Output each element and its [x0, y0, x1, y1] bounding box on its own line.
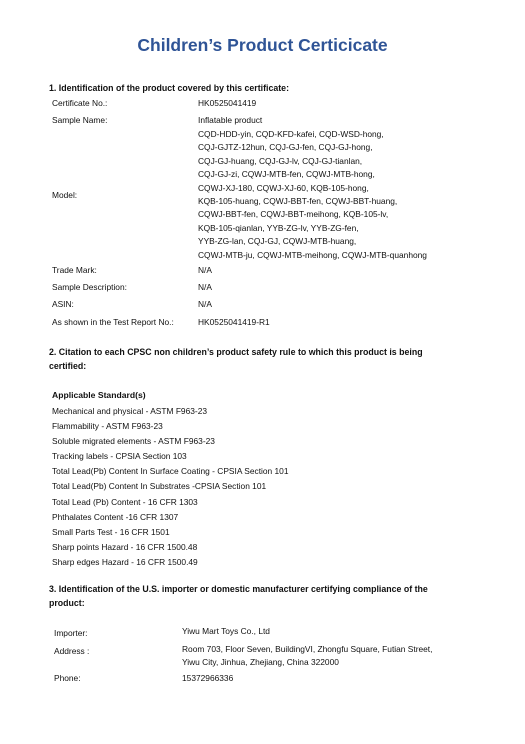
address-label: Address : [54, 646, 90, 656]
standard-item: Phthalates Content -16 CFR 1307 [52, 511, 179, 522]
test-report-label: As shown in the Test Report No.: [52, 317, 174, 327]
sample-name-value: Inflatable product [198, 115, 263, 125]
model-line: CQWJ-XJ-180, CQWJ-XJ-60, KQB-105-hong, [198, 182, 369, 193]
address-line-2: Yiwu City, Jinhua, Zhejiang, China 322000 [182, 657, 339, 667]
phone-value: 15372966336 [182, 673, 234, 683]
standard-item: Total Lead(Pb) Content In Substrates -CPSIA Section 101 [52, 481, 267, 492]
asin-value: N/A [198, 299, 212, 309]
importer-label: Importer: [54, 628, 88, 638]
certificate-value: HK0525041419 [198, 98, 257, 108]
section-1-heading: 1. Identification of the product covered by this certificate: [49, 83, 289, 93]
phone-label: Phone: [54, 673, 81, 683]
standard-item: Soluble migrated elements - ASTM F963-23 [52, 436, 215, 447]
standard-item: Flammability - ASTM F963-23 [52, 421, 163, 432]
model-label: Model: [52, 190, 78, 200]
address-line-1: Room 703, Floor Seven, BuildingVI, Zhongfu Square, Futian Street, [182, 644, 433, 654]
model-line: CQJ-GJTZ-12hun, CQJ-GJ-fen, CQJ-GJ-hong, [198, 142, 373, 153]
section-3-heading-line1: 3. Identification of the U.S. importer or domestic manufacturer certifying compliance of the [49, 584, 428, 594]
model-line: YYB-ZG-lan, CQJ-GJ, CQWJ-MTB-huang, [198, 236, 357, 247]
standard-item: Sharp points Hazard - 16 CFR 1500.48 [52, 541, 198, 552]
trademark-label: Trade Mark: [52, 265, 97, 275]
model-line: CQWJ-BBT-fen, CQWJ-BBT-meihong, KQB-105-lv, [198, 209, 389, 220]
standard-item: Small Parts Test - 16 CFR 1501 [52, 526, 170, 537]
standard-item: Total Lead (Pb) Content - 16 CFR 1303 [52, 496, 198, 507]
model-line: CQD-HDD-yin, CQD-KFD-kafei, CQD-WSD-hong, [198, 129, 384, 139]
model-line: KQB-105-huang, CQWJ-BBT-fen, CQWJ-BBT-huang, [198, 196, 398, 207]
sample-description-label: Sample Description: [52, 282, 127, 292]
section-3-heading-line2: product: [49, 598, 85, 608]
model-line: CQJ-GJ-huang, CQJ-GJ-lv, CQJ-GJ-tianlan, [198, 155, 363, 166]
standard-item: Sharp edges Hazard - 16 CFR 1500.49 [52, 556, 198, 567]
standards-list [52, 404, 289, 570]
model-line: CQJ-GJ-zi, CQWJ-MTB-fen, CQWJ-MTB-hong, [198, 169, 375, 180]
asin-label: ASIN: [52, 299, 74, 309]
sample-name-label: Sample Name: [52, 115, 108, 125]
model-list [198, 128, 427, 262]
section-2-heading-line1: 2. Citation to each CPSC non children’s product safety rule to which this product is being [49, 347, 423, 357]
certificate-label: Certificate No.: [52, 98, 108, 108]
section-2-heading-line2: certified: [49, 361, 87, 371]
standard-item: Total Lead(Pb) Content In Surface Coating - CPSIA Section 101 [52, 466, 289, 477]
model-line: CQWJ-MTB-ju, CQWJ-MTB-meihong, CQWJ-MTB-quanhong [198, 249, 427, 260]
document-title: Children’s Product Certicicate [137, 35, 388, 55]
test-report-value: HK0525041419-R1 [198, 317, 270, 327]
standard-item: Tracking labels - CPSIA Section 103 [52, 451, 187, 462]
standard-item: Mechanical and physical - ASTM F963-23 [52, 406, 208, 416]
sample-description-value: N/A [198, 282, 212, 292]
importer-value: Yiwu Mart Toys Co., Ltd [182, 626, 270, 636]
model-line: KQB-105-qianlan, YYB-ZG-lv, YYB-ZG-fen, [198, 222, 359, 233]
applicable-standards-heading: Applicable Standard(s) [52, 390, 146, 400]
trademark-value: N/A [198, 265, 212, 275]
